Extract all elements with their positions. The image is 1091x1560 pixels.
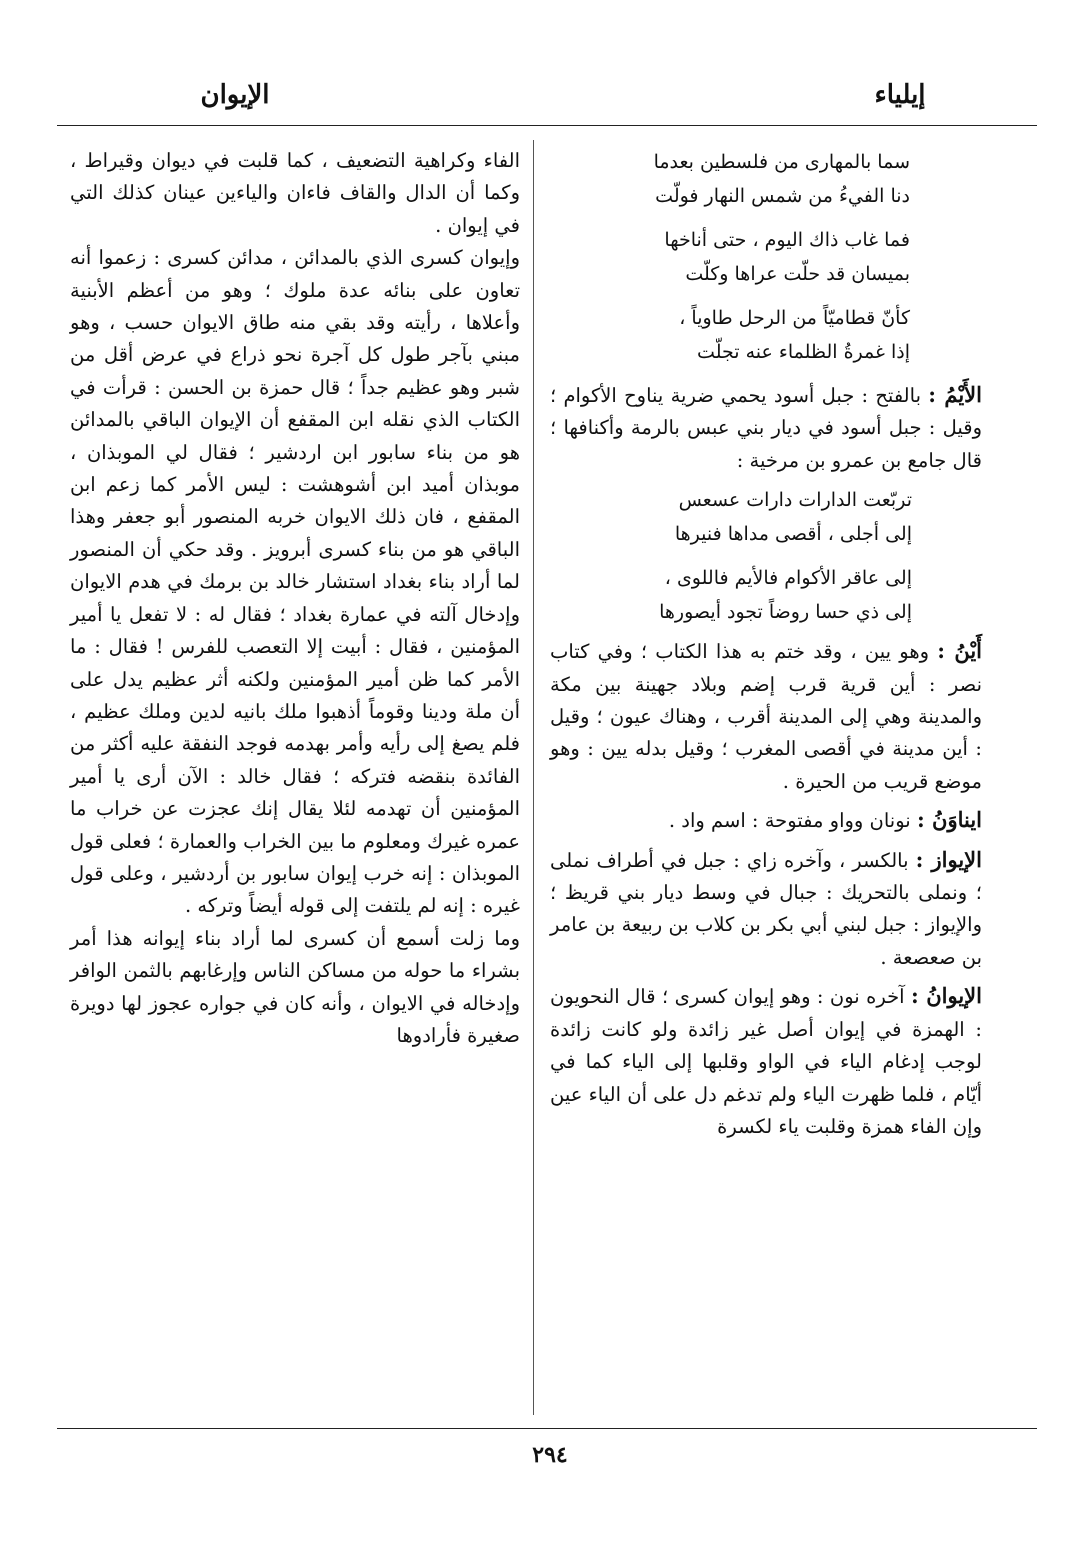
paragraph: وإيوان كسرى الذي بالمدائن ، مدائن كسرى : زعموا أنه تعاون على بنائه عدة ملوك ؛ وهو من أعظم الأبنية وأعلاها ، رأيته وقد بقي منه طاق الايوان حسب ، وهو مبني بآجر طول كل آجرة نحو ذراع في عرض أقل من شبر وهو عظيم جداً ؛ قال حمزة بن الحسن : قرأت في الكتاب الذي نقله ابن المقفع أن الإيوان الباقي بالمدائن هو من بناء سابور ابن اردشير ؛ فقال لي الموبذان ، موبذان أميد ابن أشوهشت : ليس الأمر كما زعم ابن المقفع ، فان ذلك الايوان خربه المنصور أبو جعفر وهذا الباقي هو من بناء كسرى أبرويز . وقد حكي أن المنصور لما أراد بناء بغداد استشار خالد بن برمك في هدم الايوان وإدخال آلته في عمارة بغداد ؛ فقال له : لا تفعل يا أمير المؤمنين ، فقال : أبيت إلا التعصب للفرس ! فقال : ما الأمر كما ظن أمير المؤمنين ولكنه أثر عظيم يدل على أن ملة ودينا وقوماً أذهبوا ملك بانيه لدين وملك عظيم ، فلم يصغ إلى رأيه وأمر بهدمه فوجد النفقة عليه أكثر من الفائدة بنقضه فتركه ؛ فقال خالد : الآن أرى يا أمير المؤمنين أن تهدمه لئلا يقال إنك عجزت عن خراب ما عمره غيرك ومعلوم ما بين الخراب والعمارة ؛ فعلى قول الموبذان : إنه خرب إيوان سابور بن أردشير ، وعلى قول غيره : إنه لم يلتفت إلى قوله أيضاً وتركه .	[70, 246, 520, 918]
running-header-left: الإيوان	[200, 80, 270, 110]
left-column	[70, 145, 520, 1052]
entry-text: آخره نون : وهو إيوان كسرى ؛ قال النحويون : الهمزة في إيوان أصل غير زائدة ولو كانت زائدة لوجب إدغام الياء في الواو وقلبها إلى الياء كما في أيّام ، فلما ظهرت الياء ولم تدغم دل على أن الياء عين وإن الفاء همزة وقلبت ياء لكسرة	[550, 985, 982, 1138]
poem-verse-2	[550, 483, 982, 629]
entry-aynawan	[550, 804, 982, 837]
entry-al-aym	[550, 379, 982, 477]
entry-text: بالفتح : جبل أسود يحمي ضرية يناوح الأكوام ؛ وقيل : جبل أسود في ديار بني عبس بالرمة وأكنافها ؛ قال جامع بن عمرو بن مرخية :	[550, 384, 982, 472]
header-rule	[57, 125, 1037, 126]
poem-line: إلى عاقر الأكوام فالأيم فاللوى ،	[664, 567, 912, 590]
poem-verse-1	[550, 145, 982, 369]
entry-term: الإيواز :	[915, 846, 982, 872]
running-header-right: إيلياء	[874, 80, 926, 110]
entry-text: بالكسر ، وآخره زاي : جبل في أطراف نملى ؛ ونملى بالتحريك : جبال في وسط ديار بني قريظ ؛ والإيواز : جبل لبني أبي بكر بن كلاب بن ربيعة بن عامر بن صعصعة .	[550, 848, 982, 969]
poem-line: إذا غمرةُ الظلماء عنه تجلّت	[697, 341, 910, 363]
poem-line: تربّعت الدارات دارات عسعس	[678, 489, 912, 512]
entry-term: أَيْنُ :	[937, 638, 982, 664]
entry-term: الأَيْمُ :	[928, 382, 982, 407]
right-column	[550, 145, 982, 1143]
entry-al-aywaz	[550, 844, 982, 975]
entry-term: ايناوَنُ :	[916, 807, 982, 833]
entry-al-aywan	[550, 980, 982, 1143]
footer-rule	[57, 1428, 1037, 1429]
poem-line: فما غاب ذاك اليوم ، حتى أناخها	[664, 229, 910, 251]
poem-line: إلى أجلى ، أقصى مداها فنيرها	[674, 523, 912, 546]
page-number: ٢٩٤	[532, 1442, 568, 1468]
poem-line: كأنّ قطاميّاً من الرحل طاوياً ،	[679, 307, 910, 329]
poem-line: بميسان قد حلّت عراها وكلّت	[685, 263, 910, 285]
poem-line: دنا الفيءُ من شمس النهار فولّت	[655, 185, 910, 207]
paragraph: وما زلت أسمع أن كسرى لما أراد بناء إيوانه هذا أمر بشراء ما حوله من مساكن الناس وإرغابهم بالثمن الوافر وإدخاله في الايوان ، وأنه كان في جواره عجوز لها دويرة صغيرة فأرادوها	[70, 926, 520, 1047]
paragraph: الفاء وكراهية التضعيف ، كما قلبت في ديوان وقيراط ، وكما أن الدال والقاف فاءان والياءين عينان كذلك التي في إيوان .	[70, 149, 520, 237]
entry-ayn	[550, 635, 982, 798]
poem-line: إلى ذي حسا روضاً تجود أيصورها	[659, 601, 912, 624]
entry-text: نونان وواو مفتوحة : اسم واد .	[668, 809, 911, 833]
column-divider	[533, 140, 534, 1415]
entry-text: وهو يين ، وقد ختم به هذا الكتاب ؛ وفي كتاب نصر : أين قرية قرب إضم وبلاد جهينة بين مكة والمدينة وهي إلى المدينة أقرب ، وهناك عيون ؛ وقيل : أين مدينة في أقصى المغرب ؛ وقيل بدله يين : وهو موضع قريب من الحيرة .	[550, 640, 982, 793]
entry-term: الإيوانُ :	[910, 983, 982, 1009]
poem-line: سما بالمهارى من فلسطين بعدما	[653, 151, 910, 173]
